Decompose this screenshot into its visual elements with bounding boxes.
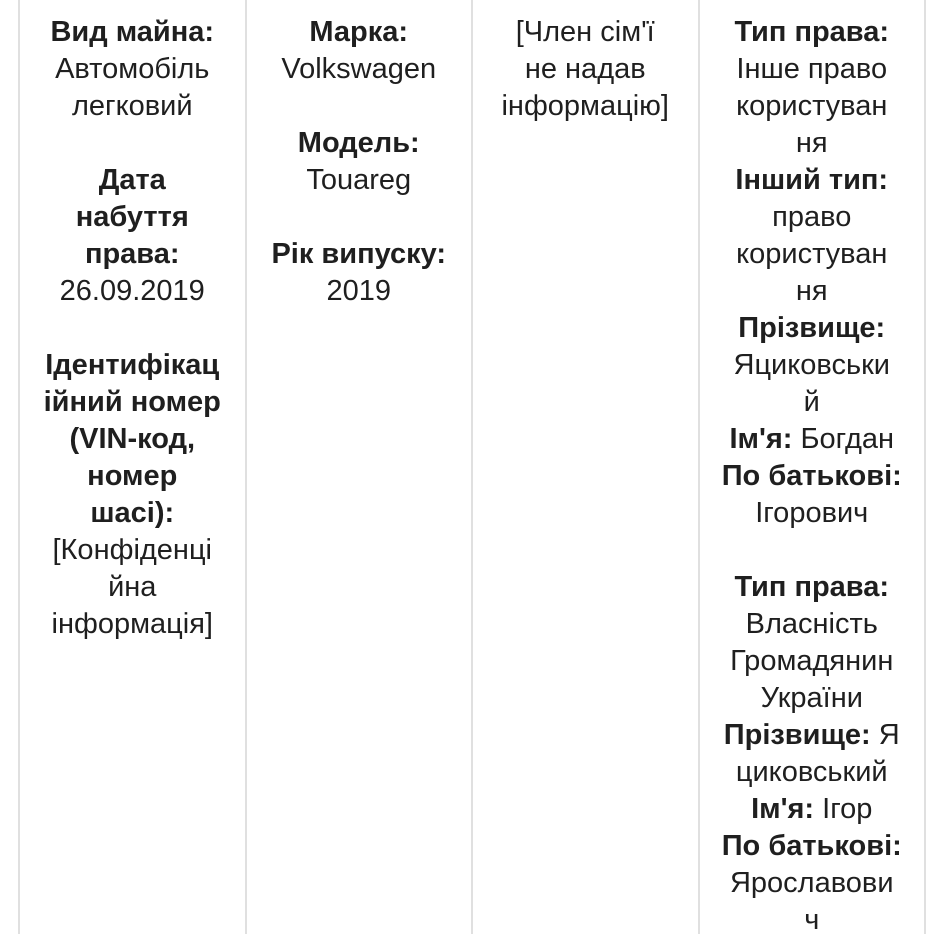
- field-value: 26.09.2019: [59, 275, 205, 307]
- text-line: [706, 51, 919, 88]
- field-label: Марка:: [309, 16, 409, 48]
- text-line: [253, 51, 466, 88]
- field-value: користуван: [736, 238, 888, 270]
- text-line: [706, 347, 919, 384]
- field-value: Автомобіль: [55, 53, 210, 85]
- field-value: циковський: [735, 756, 888, 788]
- text-line: [706, 606, 919, 643]
- vehicle-asset-table: [18, 0, 926, 934]
- field-value: Богдан: [792, 423, 895, 455]
- text-line: [706, 717, 919, 754]
- field-label: Модель:: [297, 127, 420, 159]
- field-value: України: [760, 682, 863, 714]
- text-line: [706, 236, 919, 273]
- text-line: [253, 273, 466, 310]
- field-value: Яциковськи: [733, 349, 890, 381]
- field-value: Інше право: [736, 53, 888, 85]
- cell-make-model-year: [247, 0, 474, 934]
- field-label: права:: [84, 238, 180, 270]
- text-line: [706, 458, 919, 495]
- text-line: [706, 569, 919, 606]
- field-value: інформацію]: [501, 90, 669, 122]
- field-label: По батькові:: [721, 830, 902, 862]
- text-line: [706, 495, 919, 532]
- text-line: [706, 125, 919, 162]
- text-line: [479, 14, 692, 51]
- text-line: [706, 421, 919, 458]
- cell-asset-description: [20, 0, 247, 934]
- field-value: ч: [804, 904, 820, 934]
- text-line: [253, 236, 466, 273]
- field-label: Дата: [98, 164, 166, 196]
- field-label: номер: [87, 460, 178, 492]
- text-line: [26, 421, 239, 458]
- field-label: Інший тип:: [735, 164, 889, 196]
- text-line: [26, 384, 239, 421]
- text-line: [26, 236, 239, 273]
- text-line: [706, 162, 919, 199]
- text-line: [26, 273, 239, 310]
- field-label: набуття: [75, 201, 189, 233]
- field-value: 2019: [326, 275, 391, 307]
- text-line: [26, 125, 239, 162]
- field-value: Touareg: [306, 164, 412, 196]
- text-line: [253, 199, 466, 236]
- field-label: Прізвище:: [738, 312, 886, 344]
- field-value: ня: [795, 275, 828, 307]
- text-line: [26, 606, 239, 643]
- text-line: [706, 680, 919, 717]
- text-line: [479, 88, 692, 125]
- field-label: Тип права:: [734, 16, 890, 48]
- text-line: [706, 643, 919, 680]
- text-line: [26, 347, 239, 384]
- text-line: [706, 310, 919, 347]
- field-value: легковий: [71, 90, 193, 122]
- text-line: [706, 902, 919, 934]
- field-value: [Член сім'ї: [515, 16, 655, 48]
- text-line: [706, 14, 919, 51]
- text-line: [706, 88, 919, 125]
- field-label: шасі):: [90, 497, 175, 529]
- field-label: По батькові:: [721, 460, 902, 492]
- text-line: [26, 51, 239, 88]
- field-label: Ім'я:: [751, 793, 815, 825]
- field-label: Вид майна:: [50, 16, 215, 48]
- text-line: [706, 791, 919, 828]
- field-label: Рік випуску:: [271, 238, 447, 270]
- field-value: право: [772, 201, 852, 233]
- cell-ownership-rights: [700, 0, 927, 934]
- text-line: [26, 310, 239, 347]
- text-line: [26, 199, 239, 236]
- text-line: [706, 865, 919, 902]
- text-line: [253, 88, 466, 125]
- field-value: Ігор: [814, 793, 873, 825]
- text-line: [26, 458, 239, 495]
- field-label: (VIN-код,: [69, 423, 196, 455]
- field-value: [Конфіденці: [52, 534, 212, 566]
- field-label: Прізвище:: [723, 719, 871, 751]
- text-line: [706, 199, 919, 236]
- text-line: [26, 495, 239, 532]
- field-label: ійний номер: [43, 386, 221, 418]
- field-value: й: [803, 386, 820, 418]
- field-value: йна: [108, 571, 157, 603]
- field-label: Ідентифікац: [45, 349, 220, 381]
- field-value: Громадянин: [730, 645, 894, 677]
- text-line: [479, 51, 692, 88]
- text-line: [253, 162, 466, 199]
- field-value: Я: [870, 719, 900, 751]
- text-line: [706, 828, 919, 865]
- field-value: не надав: [524, 53, 646, 85]
- cell-family-member-note: [473, 0, 700, 934]
- field-value: Ярославови: [729, 867, 894, 899]
- text-line: [26, 14, 239, 51]
- text-line: [26, 162, 239, 199]
- text-line: [706, 384, 919, 421]
- field-value: ня: [795, 127, 828, 159]
- text-line: [253, 14, 466, 51]
- text-line: [706, 754, 919, 791]
- text-line: [26, 88, 239, 125]
- field-value: Ігорович: [755, 497, 869, 529]
- text-line: [26, 569, 239, 606]
- field-value: Власність: [745, 608, 878, 640]
- field-value: Volkswagen: [281, 53, 437, 85]
- field-label: Ім'я:: [729, 423, 793, 455]
- field-value: користуван: [736, 90, 888, 122]
- field-value: інформація]: [51, 608, 213, 640]
- text-line: [706, 273, 919, 310]
- text-line: [253, 125, 466, 162]
- field-label: Тип права:: [734, 571, 890, 603]
- text-line: [26, 532, 239, 569]
- text-line: [706, 532, 919, 569]
